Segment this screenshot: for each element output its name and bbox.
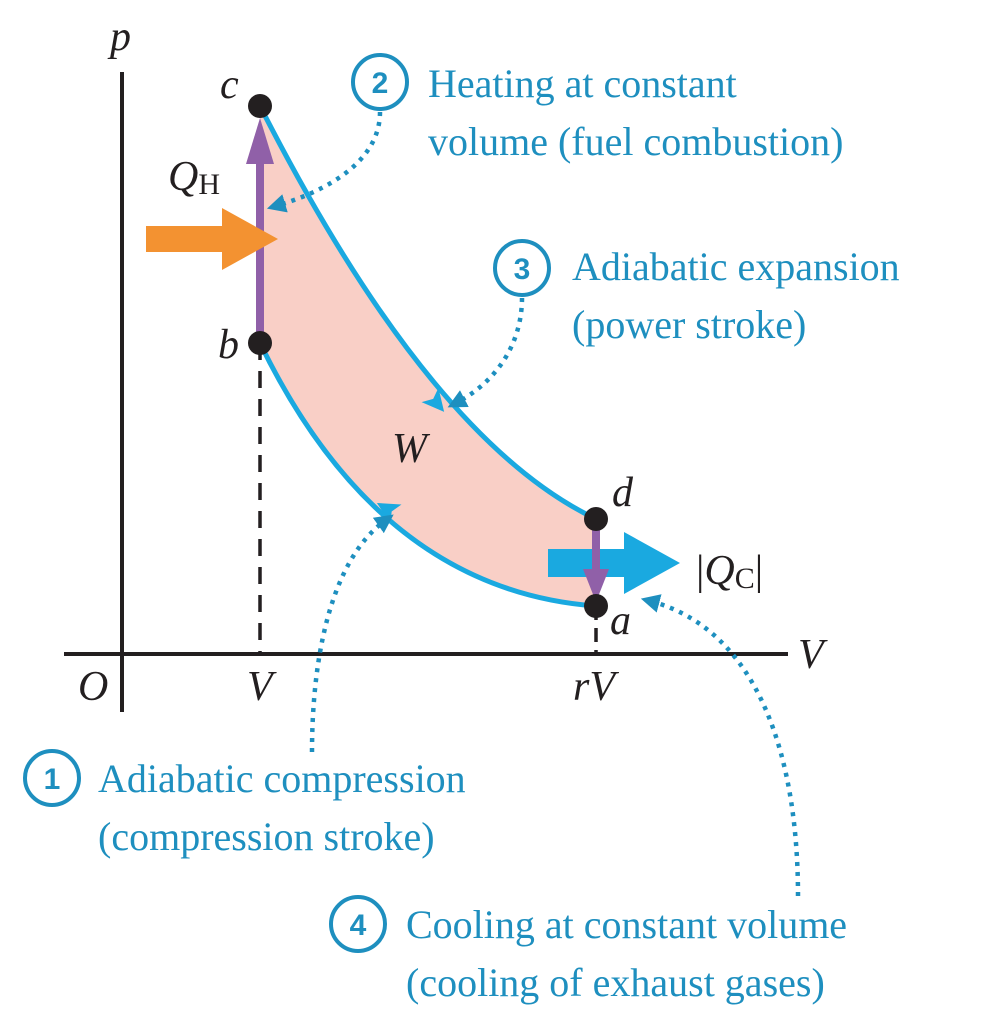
step-3-line-1: Adiabatic expansion (572, 244, 900, 289)
step-2-number: 2 (371, 67, 389, 100)
tick-label-rv-v: V (589, 664, 616, 710)
heat-out-bar-left: | (696, 548, 705, 594)
step-1-line-2: (compression stroke) (98, 814, 435, 859)
point-label-a: a (610, 598, 631, 644)
step-1-line-1: Adiabatic compression (98, 756, 466, 801)
v-axis-label: V (798, 632, 824, 678)
point-b (248, 331, 272, 355)
step-4-number: 4 (349, 909, 367, 942)
point-label-b: b (218, 322, 239, 368)
step-3-number: 3 (513, 253, 531, 286)
step-4-caption (331, 897, 847, 1005)
leader-step-3 (456, 298, 522, 403)
heat-out-subscript: C (734, 562, 755, 595)
step-1-number: 1 (43, 763, 61, 796)
step-4-line-1: Cooling at constant volume (406, 902, 848, 947)
step-1-caption (25, 751, 466, 859)
leader-step-4 (650, 601, 798, 896)
p-axis-label: p (110, 14, 131, 60)
step-2-caption (353, 55, 843, 164)
tick-label-rv-r: r (573, 664, 590, 710)
point-label-d: d (612, 470, 633, 516)
heat-out-label (696, 548, 763, 595)
heat-out-symbol: Q (704, 548, 735, 594)
point-d (584, 507, 608, 531)
tick-label-v: V (247, 664, 273, 710)
heat-in-symbol: Q (168, 154, 199, 200)
step-2-line-2: volume (fuel combustion) (428, 119, 844, 164)
work-label: W (392, 426, 427, 472)
step-3-caption (495, 241, 900, 347)
origin-label: O (78, 664, 109, 710)
heat-in-label (168, 154, 220, 201)
step-3-line-2: (power stroke) (572, 302, 807, 347)
point-label-c: c (220, 62, 239, 108)
step-2-line-1: Heating at constant (428, 61, 737, 106)
point-c (248, 94, 272, 118)
work-area (260, 106, 596, 606)
heat-out-bar-right: | (754, 548, 764, 594)
leader-step-1 (312, 520, 386, 752)
step-4-line-2: (cooling of exhaust gases) (406, 960, 825, 1005)
heat-in-subscript: H (198, 168, 221, 201)
point-a (584, 594, 608, 618)
tick-label-rv (573, 664, 619, 710)
